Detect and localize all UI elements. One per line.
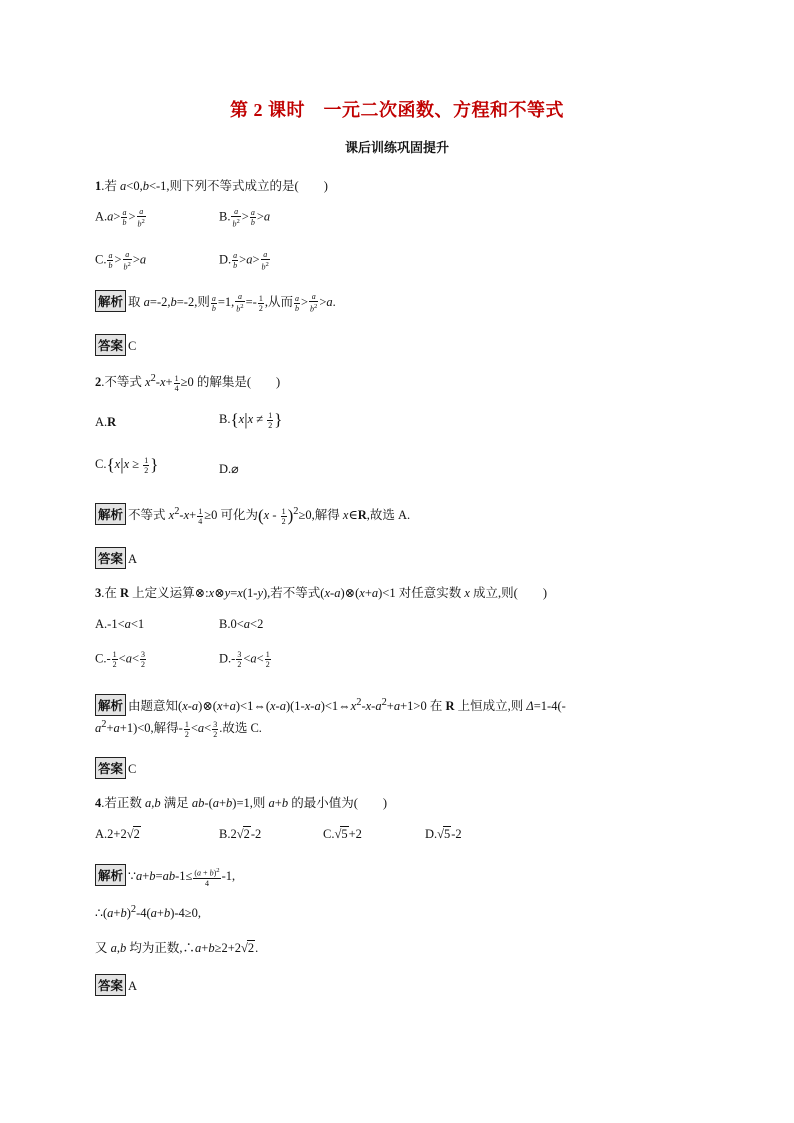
q3-option-b: B.0<a<2 [219,617,264,631]
q1-option-c: C. $\frac{a}{b}$ > $\frac{a}{b^2}$ >a [95,250,147,272]
answer-tag: 答案 [95,547,126,569]
page-title: 第 2 课时 一元二次函数、方程和不等式 [230,100,564,120]
q3-analysis-line-1: 解析 由题意知$(x-a)\otimes(x+a)<1\Leftrightarrow(x-a)(1-x-a)<1\Leftrightarrow x^2-x-a^2+a+1>0$ 在 R 上恒成立,则 Δ=1-4(- [95,694,566,716]
q1-option-b: B. $\frac{a}{b^2}$ > $\frac{a}{b}$ >a [219,207,271,229]
q3-option-d: D.- $\frac{3}{2}$ <a< $\frac{1}{2}$ [219,650,270,669]
analysis-tag: 解析 [95,694,126,716]
q4-option-b: B.2√2-2 [219,827,262,841]
q1-option-d: D. $\frac{a}{b}$ >a> $\frac{a}{b^2}$ [219,250,269,272]
q2-answer: 答案 A [95,547,137,569]
answer-tag: 答案 [95,974,126,996]
q1-analysis: 解析 取 a=-2,b=-2,则 $\frac{a}{b}$ =1, $\frac{a}{b^2}$ =- $\frac{1}{2}$ ,从而 $\frac{a}{b}$ > $\frac{a}{b^2}$ >a. [95,290,336,314]
q4-analysis-line-2: $\therefore(a+b)^2-4(a+b)-4\ge 0$, [95,904,202,921]
q2-option-c: C.{x|x ≥ $\frac{1}{2}$ } [95,455,159,475]
analysis-tag: 解析 [95,503,126,525]
analysis-tag: 解析 [95,290,126,312]
question-4-stem: 4.若正数 a,b 满足 ab-(a+b)=1,则 a+b 的最小值为( ) [95,796,388,810]
q3-option-c: C.- $\frac{1}{2}$ <a< $\frac{3}{2}$ [95,650,145,669]
question-2-stem: 2.不等式 $x^2-x+$ $\frac{1}{4}$ ≥0 的解集是( ) [95,372,281,393]
q3-answer: 答案 C [95,757,136,779]
page-subtitle: 课后训练巩固提升 [344,140,449,155]
q1-answer: 答案 C [95,334,136,356]
q2-analysis: 解析 不等式 $x^2-x+$ $\frac{1}{4}$ ≥0 可化为(x - $\frac{1}{2}$ )$^2$≥0,解得 x∈R,故选 A. [95,503,410,526]
q4-option-a: A.2+2√2 [95,827,140,841]
q2-option-a: A.R [95,415,117,429]
q3-analysis-line-2: $a^2+a+1)<0$,解得- $\frac{1}{2}$ <a< $\frac{3}{2}$ .故选 C. [95,718,262,739]
question-3-stem: 3.在 R 上定义运算⊗:x⊗y=x(1-y),若不等式(x-a)⊗(x+a)<1 对任意实数 x 成立,则( ) [95,586,547,600]
q4-analysis-line-3: 又 a,b 均为正数,∴a+b≥2+2√2. [95,941,259,955]
q4-analysis-line-1: 解析 ∵a+b=ab-1≤ $\frac{(a + b)^2}{4}$ -1, [95,864,235,888]
q1-option-a: A.a> $\frac{a}{b}$ > $\frac{a}{b^2}$ [95,207,145,229]
q2-option-d: D.⌀ [219,462,239,476]
q3-option-a: A.-1<a<1 [95,617,145,631]
q2-option-b: B.{x|x ≠ $\frac{1}{2}$ } [219,410,283,430]
answer-tag: 答案 [95,757,126,779]
answer-tag: 答案 [95,334,126,356]
analysis-tag: 解析 [95,864,126,886]
q4-answer: 答案 A [95,974,137,996]
q4-option-d: D.√5-2 [425,827,462,841]
q4-option-c: C.√5+2 [323,827,362,841]
question-1-stem: 1.若 a<0,b<-1,则下列不等式成立的是( ) [95,179,328,193]
